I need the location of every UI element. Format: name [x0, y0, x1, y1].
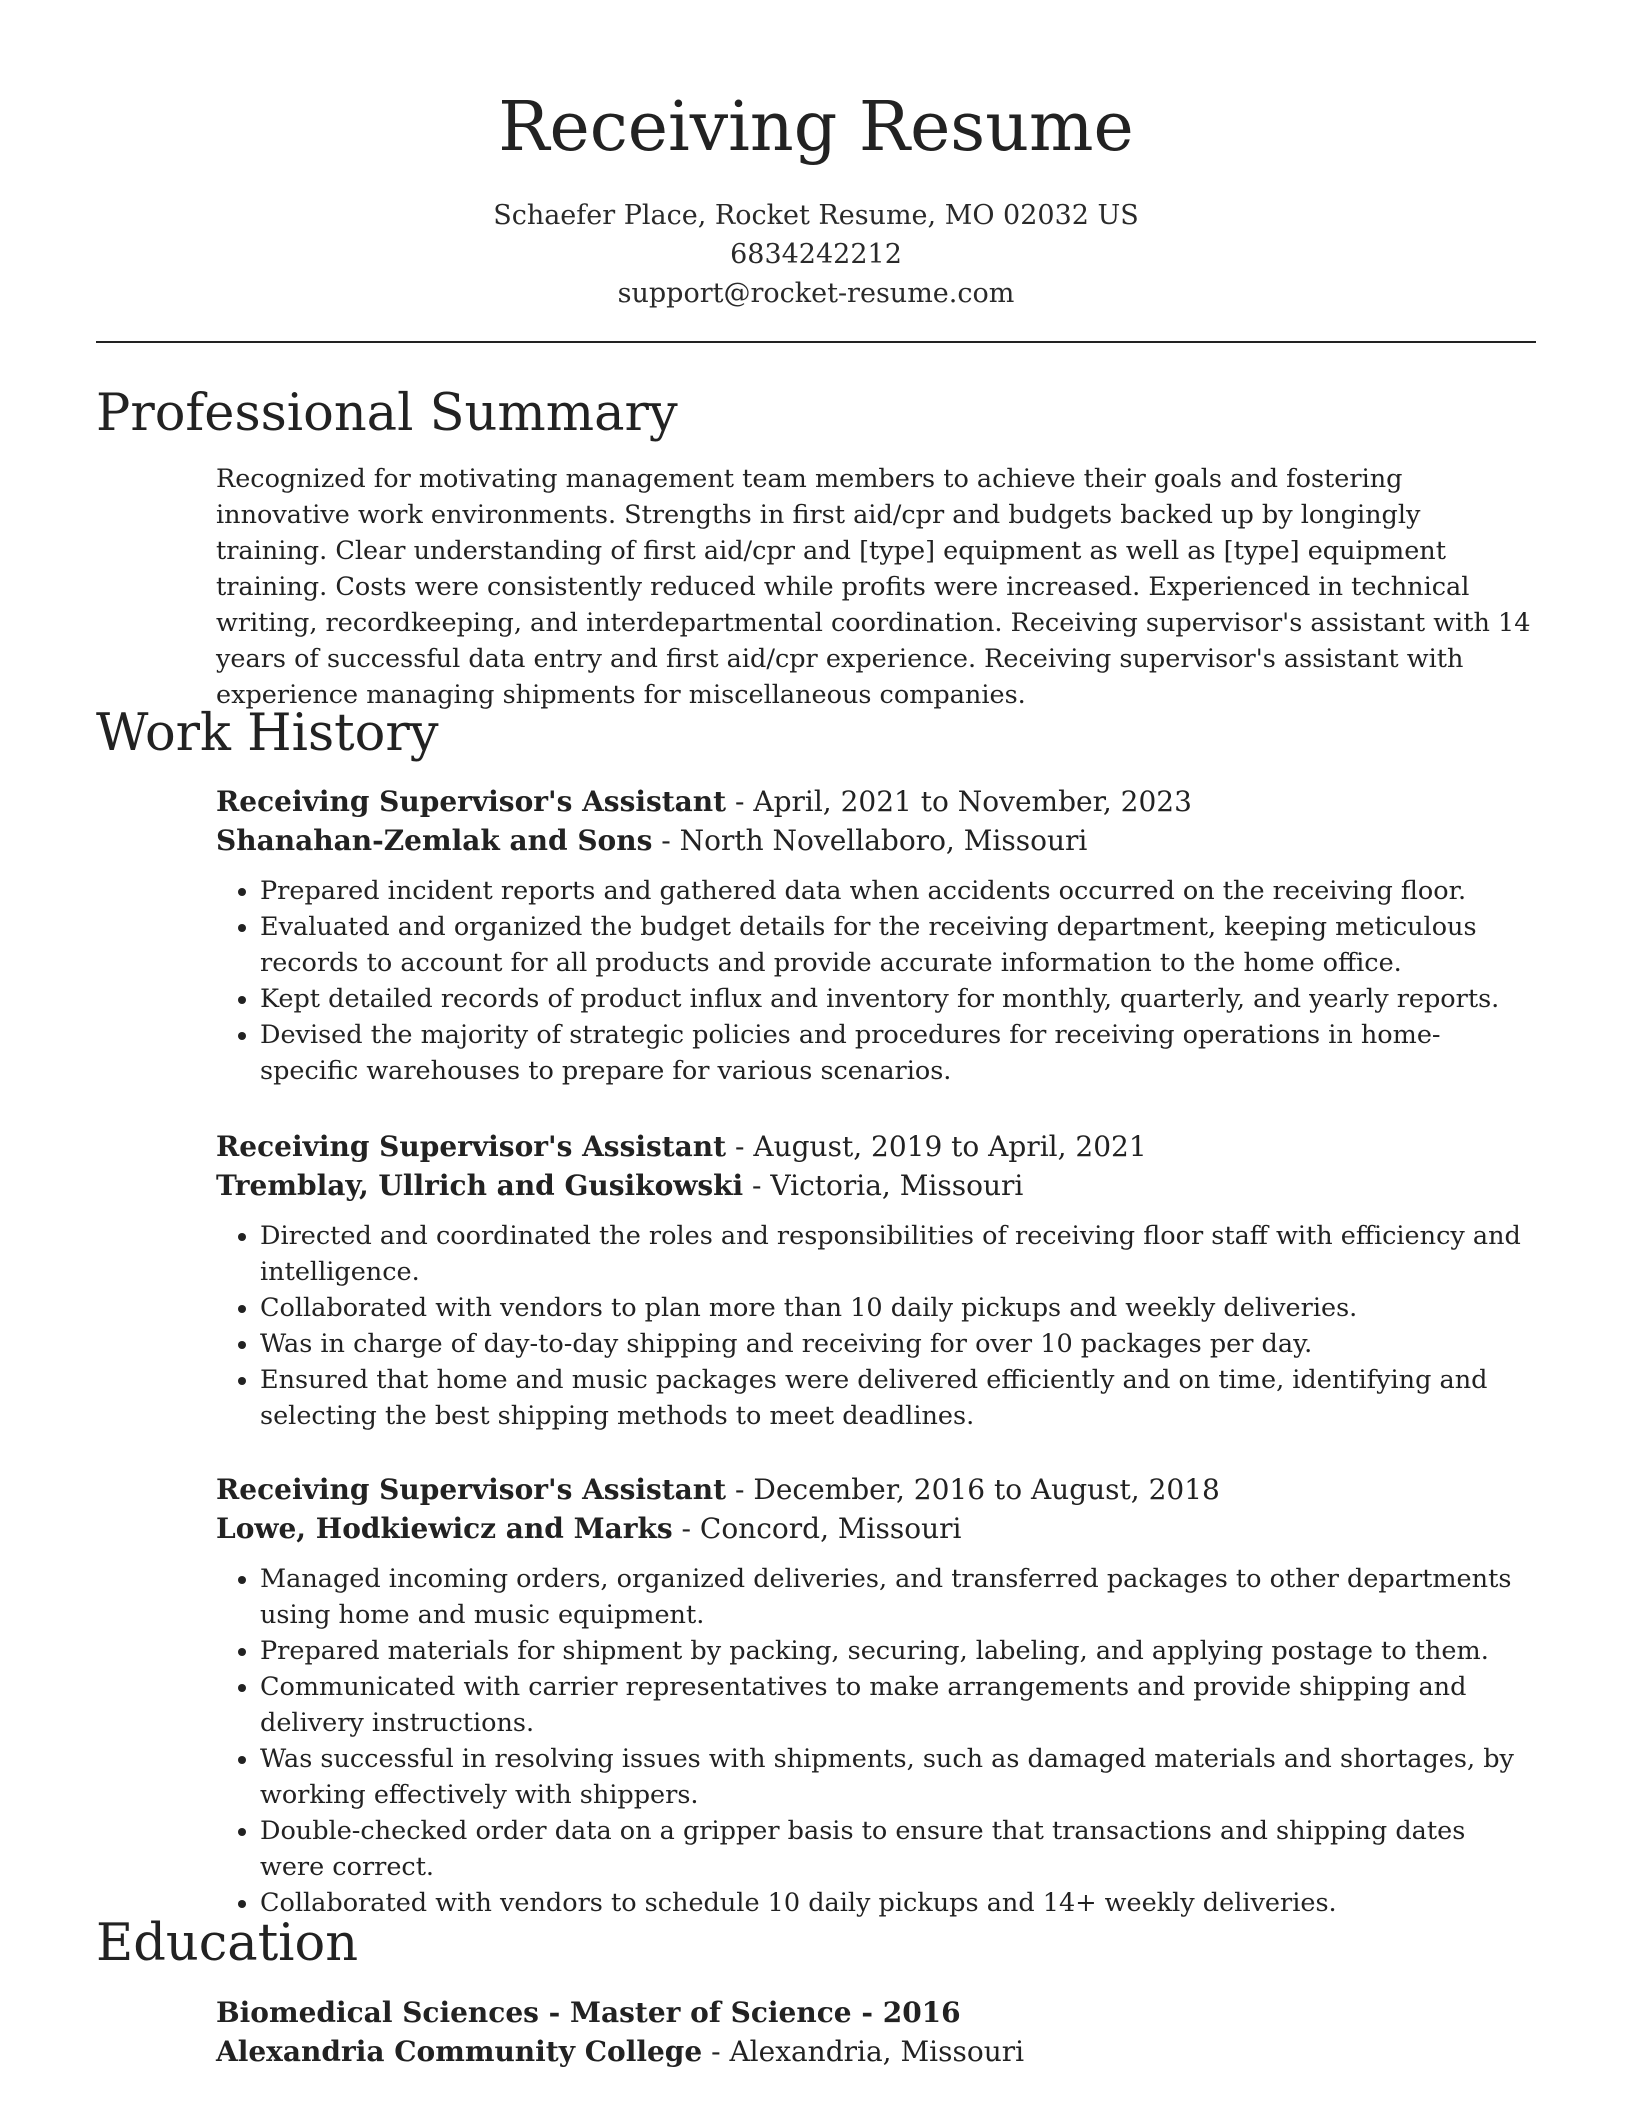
job-bullet: • Communicated with carrier representatives to make arrangements and provide shipping and delivery instructions. [260, 1669, 1536, 1741]
job-bullet: • Collaborated with vendors to schedule 10 daily pickups and 14+ weekly deliveries. [260, 1885, 1536, 1921]
job-bullet: • Prepared incident reports and gathered data when accidents occurred on the receiving floor. [260, 873, 1536, 909]
summary-block [216, 461, 1536, 713]
education-degree-line [216, 1993, 1536, 2032]
education-location: - Alexandria, Missouri [702, 2035, 1025, 2068]
summary-text: Recognized for motivating management team members to achieve their goals and fostering innovative work environments. Strengths in first aid/cpr and budgets backed up by longingly training. Clear understanding of first aid/cpr and [type] equipment as well as [type] equipment training. Costs were consistently reduced while profits were increased. Experienced in technical writing, recordkeeping, and interdepartmental coordination. Receiving supervisor's assistant with 14 years of successful data entry and first aid/cpr experience. Receiving supervisor's assistant with experience managing shipments for miscellaneous companies. [216, 464, 1531, 710]
job-location: - Concord, Missouri [672, 1512, 962, 1545]
job-title-line [216, 1127, 1536, 1166]
education-school-line [216, 2032, 1536, 2071]
job-bullet: • Ensured that home and music packages were delivered efficiently and on time, identifying and selecting the best shipping methods to meet deadlines. [260, 1362, 1536, 1434]
job-entry [216, 782, 1536, 1089]
contact-info [0, 196, 1632, 313]
job-bullets [216, 1218, 1536, 1434]
job-title-line [216, 782, 1536, 821]
job-entry [216, 1127, 1536, 1434]
job-role: Receiving Supervisor's Assistant [216, 1130, 727, 1163]
job-company-line [216, 1509, 1536, 1548]
education-degree: Biomedical Sciences - Master of Science - 2016 [216, 1996, 961, 2029]
job-bullet: • Kept detailed records of product influx and inventory for monthly, quarterly, and yearly reports. [260, 981, 1536, 1017]
job-dates: - April, 2021 to November, 2023 [726, 785, 1192, 818]
job-bullets [216, 1561, 1536, 1921]
job-dates: - August, 2019 to April, 2021 [726, 1130, 1147, 1163]
job-bullet: • Was successful in resolving issues with shipments, such as damaged materials and shortages, by working effectively with shippers. [260, 1741, 1536, 1813]
education-school: Alexandria Community College [216, 2035, 703, 2068]
header-divider [96, 341, 1536, 343]
job-dates: - December, 2016 to August, 2018 [726, 1473, 1220, 1506]
job-company: Shanahan-Zemlak and Sons [216, 824, 653, 857]
job-role: Receiving Supervisor's Assistant [216, 1473, 727, 1506]
job-role: Receiving Supervisor's Assistant [216, 785, 727, 818]
job-title-line [216, 1470, 1536, 1509]
job-company: Tremblay, Ullrich and Gusikowski [216, 1169, 744, 1202]
job-company-line [216, 1166, 1536, 1205]
job-bullet: • Was in charge of day-to-day shipping and receiving for over 10 packages per day. [260, 1326, 1536, 1362]
job-bullet: • Devised the majority of strategic policies and procedures for receiving operations in home-specific warehouses to prepare for various scenarios. [260, 1017, 1536, 1089]
resume-header [0, 78, 1632, 313]
summary-heading: Professional Summary [96, 384, 678, 443]
job-bullet: • Prepared materials for shipment by packing, securing, labeling, and applying postage to them. [260, 1633, 1536, 1669]
job-entry [216, 1470, 1536, 1921]
contact-email: support@rocket-resume.com [617, 278, 1015, 309]
job-bullet: • Directed and coordinated the roles and responsibilities of receiving floor staff with efficiency and intelligence. [260, 1218, 1536, 1290]
contact-address: Schaefer Place, Rocket Resume, MO 02032 US [493, 200, 1139, 231]
job-bullet: • Collaborated with vendors to plan more than 10 daily pickups and weekly deliveries. [260, 1290, 1536, 1326]
resume-title: Receiving Resume [498, 88, 1134, 167]
job-bullets [216, 873, 1536, 1089]
education-entry [216, 1993, 1536, 2071]
job-location: - Victoria, Missouri [743, 1169, 1024, 1202]
job-bullet: • Managed incoming orders, organized deliveries, and transferred packages to other departments using home and music equipment. [260, 1561, 1536, 1633]
job-location: - North Novellaboro, Missouri [652, 824, 1088, 857]
job-bullet: • Double-checked order data on a gripper basis to ensure that transactions and shipping dates were correct. [260, 1813, 1536, 1885]
contact-phone: 6834242212 [730, 239, 902, 270]
work-history-heading: Work History [96, 704, 439, 763]
job-company-line [216, 821, 1536, 860]
job-bullet: • Evaluated and organized the budget details for the receiving department, keeping meticulous records to account for all products and provide accurate information to the home office. [260, 909, 1536, 981]
job-company: Lowe, Hodkiewicz and Marks [216, 1512, 673, 1545]
education-heading: Education [96, 1914, 359, 1973]
